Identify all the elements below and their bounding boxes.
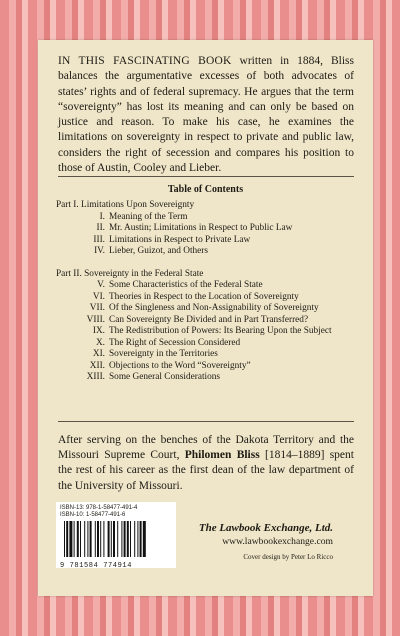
toc-entry: V. Some Characteristics of the Federal State (97, 280, 263, 290)
barcode-digits: 9 781584 774914 (60, 562, 133, 570)
barcode-label (56, 502, 176, 568)
toc-entry: XII. Objections to the Word “Sovereignty” (89, 360, 251, 371)
back-cover-panel (38, 40, 373, 596)
author-bio: After serving on the benches of the Dakota Territory and the Missouri Supreme Court, Philomen Bliss [1814–1889] spent the rest of his career as the first dean of the law department of the University of Missouri. (58, 434, 354, 492)
isbn-10: ISBN-10: 1-58477-491-6 (60, 512, 126, 518)
author-name: Philomen Bliss (184, 449, 260, 462)
book-description (58, 54, 354, 176)
cover-design-credit: Cover design by Peter Lo Ricco (243, 553, 333, 561)
toc-entry: X. The Right of Secession Considered (95, 337, 241, 348)
isbn-13: ISBN-13: 978-1-58477-491-4 (60, 505, 138, 511)
toc-entry: IV. Lieber, Guizot, and Others (94, 246, 209, 256)
toc-entry: IX. The Redistribution of Powers: Its Bearing Upon the Subject (92, 326, 332, 336)
toc-entry: VI. Theories in Respect to the Location of Sovereignty (92, 291, 299, 302)
toc-part-2-title: Part II. Sovereignty in the Federal State (56, 268, 204, 279)
toc-part-1-title: Part I. Limitations Upon Sovereignty (56, 200, 195, 210)
toc-title: Table of Contents (167, 184, 244, 195)
toc-entry: VII. Of the Singleness and Non-Assignability of Sovereignty (89, 303, 319, 313)
publisher-name: The Lawbook Exchange, Ltd. (198, 522, 333, 534)
divider-bottom (58, 421, 354, 422)
description-lead: IN THIS FASCINATING BOOK (58, 55, 232, 67)
toc-entry: I. Meaning of the Term (99, 211, 188, 222)
toc-entry: XI. Sovereignty in the Territories (92, 349, 218, 359)
toc-entry: VIII. Can Sovereignty Be Divided and in Part Transferred? (86, 314, 309, 325)
toc-entry: XIII. Some General Considerations (86, 372, 221, 382)
toc-entry: III. Limitations in Respect to Private Law (93, 234, 251, 245)
toc-entry: II. Mr. Austin; Limitations in Respect to Public Law (96, 223, 293, 233)
barcode-bars (64, 521, 172, 557)
publisher-website: www.lawbookexchange.com (222, 536, 333, 547)
table-of-contents (56, 200, 356, 384)
divider-top (58, 176, 354, 177)
description-text: written in 1884, Bliss balances the argumentative excesses of both advocates of states’ rights and of federal supremacy. He argues that the term “sovereignty” has lost its meaning and can only be based on justice and reason. To make his case, he examines the limitations on sovereignty in respect to private and public law, considers the right of secession and compares his position to those of Austin, Cooley and Lieber. (58, 55, 354, 175)
